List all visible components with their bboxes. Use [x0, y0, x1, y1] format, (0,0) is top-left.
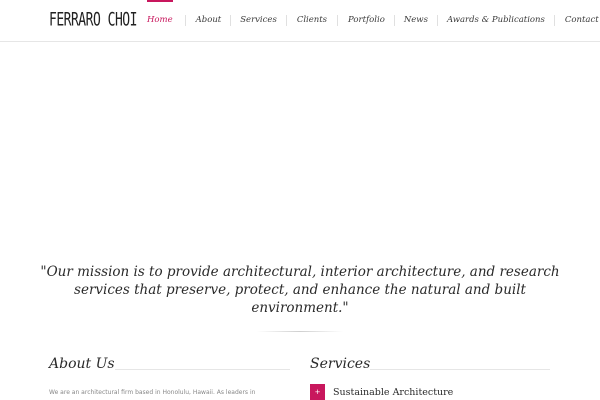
nav-item-portfolio[interactable]: Portfolio [348, 15, 385, 25]
logo[interactable]: FERRARO CHOI [49, 9, 137, 32]
nav-separator [437, 15, 438, 26]
service-item-sustainable-architecture[interactable] [310, 384, 453, 400]
mission-divider [257, 331, 343, 332]
nav-item-contact[interactable]: Contact [564, 15, 599, 25]
service-label: Sustainable Architecture [333, 386, 454, 398]
plus-icon[interactable]: + [310, 384, 325, 400]
nav-separator [230, 15, 231, 26]
nav-item-services[interactable]: Services [240, 15, 277, 25]
about-us-title: About Us [49, 356, 115, 372]
nav-item-home[interactable]: Home [147, 0, 173, 41]
site-header [0, 0, 600, 42]
nav-separator [185, 15, 186, 26]
nav-separator [286, 15, 287, 26]
nav-item-news[interactable]: News [403, 15, 428, 25]
nav-separator [554, 15, 555, 26]
nav-item-about[interactable]: About [195, 15, 222, 25]
nav-item-awards-publications[interactable]: Awards & Publications [446, 15, 545, 25]
services-rule [370, 369, 550, 370]
main-nav [136, 0, 599, 41]
nav-separator [337, 15, 338, 26]
nav-separator [394, 15, 395, 26]
about-us-rule [115, 369, 290, 370]
hero-area [0, 42, 600, 257]
nav-item-clients[interactable]: Clients [296, 15, 328, 25]
services-title: Services [310, 356, 371, 372]
about-us-text: We are an architectural firm based in Honolulu, Hawaii. As leaders in [49, 389, 256, 396]
mission-statement: "Our mission is to provide architectural, interior architecture, and research services that preserve, protect, and enhance the natural and built environment." [40, 264, 560, 316]
